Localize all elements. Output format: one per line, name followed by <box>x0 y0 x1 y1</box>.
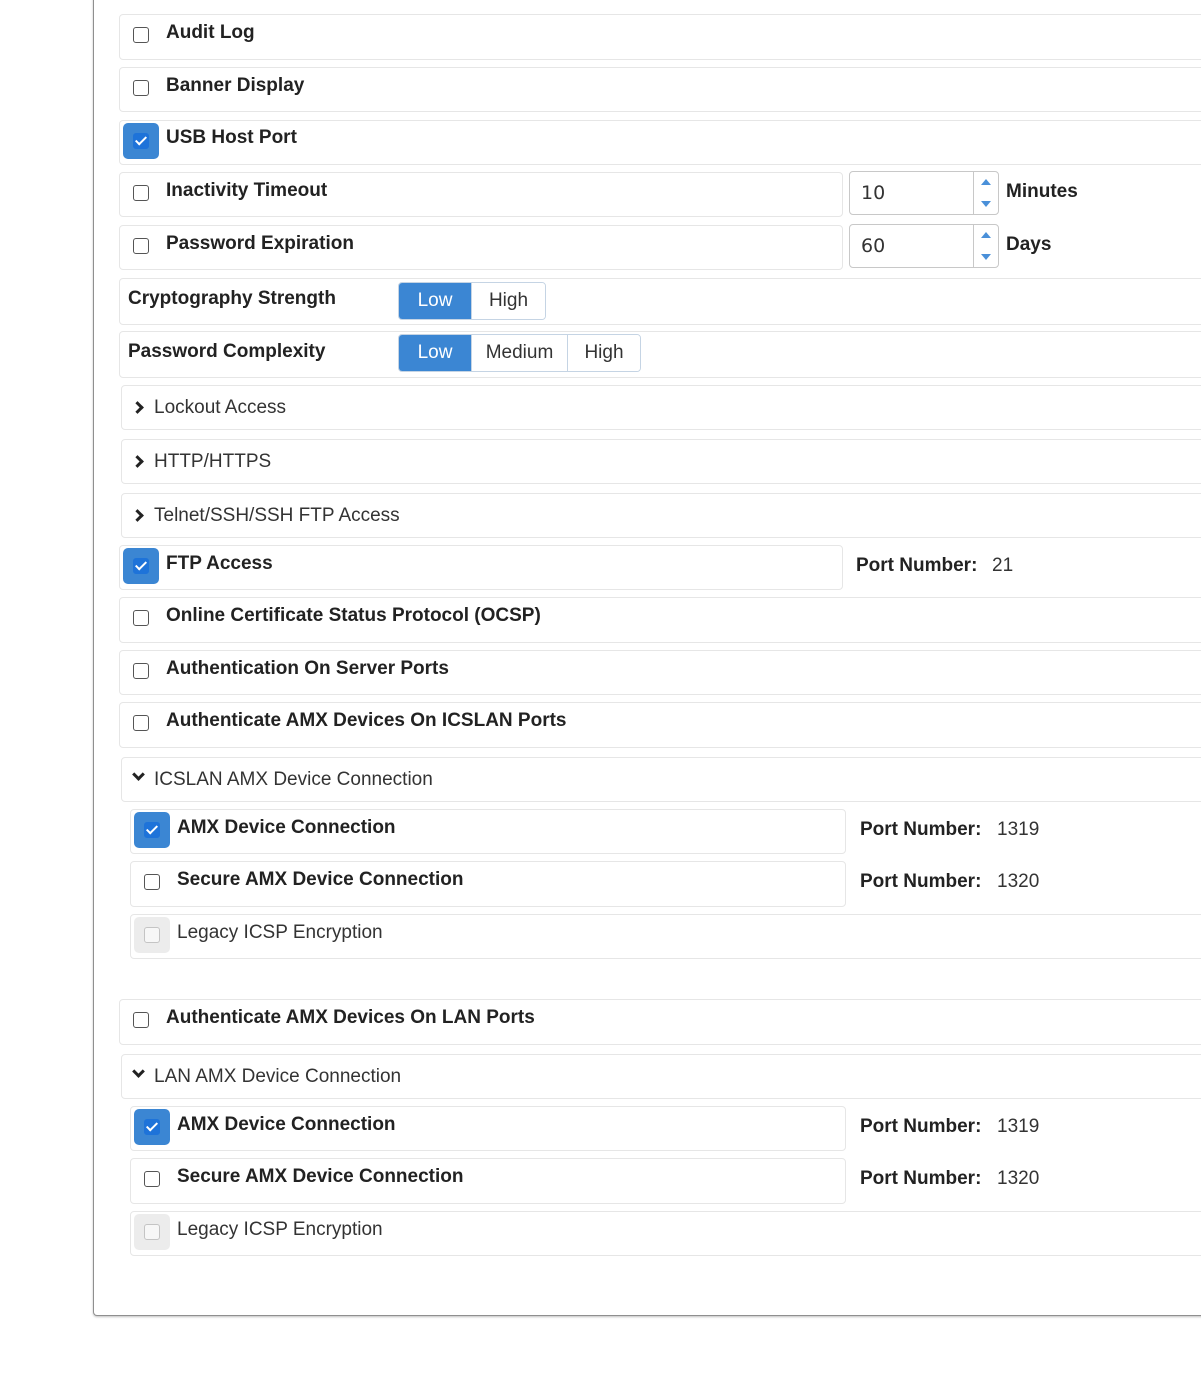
audit-log-label: Audit Log <box>166 22 255 43</box>
icslan-amx-port-label: Port Number: <box>860 819 982 840</box>
lan-amx-checkbox[interactable] <box>144 1119 160 1135</box>
chevron-right-icon <box>131 509 144 522</box>
audit-log-checkbox[interactable] <box>133 27 149 43</box>
ftp-access-checkbox[interactable] <box>133 558 149 574</box>
icslan-amx-port-value: 1319 <box>997 819 1040 840</box>
ocsp-checkbox[interactable] <box>133 610 149 626</box>
lan-legacy-label: Legacy ICSP Encryption <box>177 1219 383 1240</box>
lan-legacy-checkbox-wrap <box>134 1214 170 1250</box>
cryptography-strength-row <box>119 278 1201 325</box>
inactivity-timeout-input[interactable] <box>851 173 971 213</box>
password-expiration-row <box>119 225 843 270</box>
password-expiration-input[interactable] <box>851 226 971 266</box>
auth-icslan-row <box>119 702 1201 748</box>
icslan-connection-header: ICSLAN AMX Device Connection <box>154 769 433 790</box>
complexity-option-medium[interactable]: Medium <box>471 335 567 371</box>
lan-amx-port-value: 1319 <box>997 1116 1040 1137</box>
banner-display-label: Banner Display <box>166 75 305 96</box>
spin-down-icon[interactable] <box>981 201 991 207</box>
password-complexity-label: Password Complexity <box>128 341 326 362</box>
ftp-port-label: Port Number: <box>856 555 978 576</box>
icslan-legacy-checkbox-wrap <box>134 917 170 953</box>
chevron-right-icon <box>131 455 144 468</box>
auth-server-ports-label: Authentication On Server Ports <box>166 658 449 679</box>
lan-secure-connection-row <box>130 1158 846 1204</box>
auth-server-ports-checkbox[interactable] <box>133 663 149 679</box>
icslan-secure-label: Secure AMX Device Connection <box>177 869 464 890</box>
banner-display-checkbox[interactable] <box>133 80 149 96</box>
lan-secure-port-value: 1320 <box>997 1168 1040 1189</box>
http-https-section[interactable] <box>121 439 1201 484</box>
lan-legacy-checkbox <box>144 1224 160 1240</box>
crypto-option-high[interactable]: High <box>471 283 545 319</box>
lan-amx-port-label: Port Number: <box>860 1116 982 1137</box>
usb-host-port-label: USB Host Port <box>166 127 297 148</box>
icslan-secure-port-value: 1320 <box>997 871 1040 892</box>
password-expiration-label: Password Expiration <box>166 233 354 254</box>
password-complexity-toggle[interactable] <box>398 334 641 372</box>
inactivity-timeout-spin-buttons[interactable] <box>973 172 998 214</box>
complexity-option-high[interactable]: High <box>567 335 640 371</box>
lan-secure-label: Secure AMX Device Connection <box>177 1166 464 1187</box>
lan-connection-section[interactable] <box>121 1054 1201 1099</box>
lan-secure-checkbox[interactable] <box>144 1171 160 1187</box>
inactivity-timeout-spinner[interactable] <box>849 171 999 215</box>
lan-amx-connection-row <box>130 1106 846 1151</box>
ocsp-row <box>119 597 1201 643</box>
icslan-legacy-row <box>130 914 1201 959</box>
icslan-amx-label: AMX Device Connection <box>177 817 396 838</box>
icslan-secure-port-label: Port Number: <box>860 871 982 892</box>
inactivity-timeout-checkbox[interactable] <box>133 185 149 201</box>
crypto-option-low[interactable]: Low <box>399 283 471 319</box>
usb-host-port-checkbox-wrap[interactable] <box>123 123 159 159</box>
ftp-access-label: FTP Access <box>166 553 273 574</box>
icslan-amx-checkbox[interactable] <box>144 822 160 838</box>
icslan-secure-checkbox[interactable] <box>144 874 160 890</box>
chevron-down-icon <box>132 1065 145 1078</box>
auth-icslan-label: Authenticate AMX Devices On ICSLAN Ports <box>166 710 567 731</box>
inactivity-timeout-unit: Minutes <box>1006 181 1078 202</box>
ftp-port-value: 21 <box>992 555 1014 576</box>
cryptography-strength-label: Cryptography Strength <box>128 288 336 309</box>
complexity-option-low[interactable]: Low <box>399 335 471 371</box>
ftp-access-checkbox-wrap[interactable] <box>123 548 159 584</box>
telnet-ssh-section[interactable] <box>121 493 1201 538</box>
password-complexity-row <box>119 331 1201 378</box>
auth-icslan-checkbox[interactable] <box>133 715 149 731</box>
lockout-access-section[interactable] <box>121 385 1201 430</box>
usb-host-port-row <box>119 120 1201 165</box>
ocsp-label: Online Certificate Status Protocol (OCSP) <box>166 605 541 626</box>
icslan-legacy-label: Legacy ICSP Encryption <box>177 922 383 943</box>
banner-display-row <box>119 67 1201 112</box>
chevron-right-icon <box>131 401 144 414</box>
icslan-amx-checkbox-wrap[interactable] <box>134 812 170 848</box>
chevron-down-icon <box>132 768 145 781</box>
inactivity-timeout-label: Inactivity Timeout <box>166 180 328 201</box>
auth-lan-label: Authenticate AMX Devices On LAN Ports <box>166 1007 535 1028</box>
usb-host-port-checkbox[interactable] <box>133 133 149 149</box>
spin-up-icon[interactable] <box>981 179 991 185</box>
password-expiration-checkbox[interactable] <box>133 238 149 254</box>
inactivity-timeout-row <box>119 172 843 217</box>
icslan-amx-connection-row <box>130 809 846 854</box>
password-expiration-unit: Days <box>1006 234 1052 255</box>
telnet-ssh-label: Telnet/SSH/SSH FTP Access <box>154 505 400 526</box>
spin-up-icon[interactable] <box>981 232 991 238</box>
password-expiration-spinner[interactable] <box>849 224 999 268</box>
lan-connection-header: LAN AMX Device Connection <box>154 1066 402 1087</box>
cryptography-strength-toggle[interactable] <box>398 282 546 320</box>
icslan-legacy-checkbox <box>144 927 160 943</box>
lockout-access-label: Lockout Access <box>154 397 287 418</box>
lan-amx-checkbox-wrap[interactable] <box>134 1109 170 1145</box>
password-expiration-spin-buttons[interactable] <box>973 225 998 267</box>
lan-secure-port-label: Port Number: <box>860 1168 982 1189</box>
auth-lan-row <box>119 999 1201 1045</box>
auth-server-ports-row <box>119 650 1201 695</box>
auth-lan-checkbox[interactable] <box>133 1012 149 1028</box>
lan-legacy-row <box>130 1211 1201 1256</box>
spin-down-icon[interactable] <box>981 254 991 260</box>
lan-amx-label: AMX Device Connection <box>177 1114 396 1135</box>
icslan-secure-connection-row <box>130 861 846 907</box>
http-https-label: HTTP/HTTPS <box>154 451 272 472</box>
icslan-connection-section[interactable] <box>121 757 1201 802</box>
ftp-access-row <box>119 545 843 590</box>
audit-log-row <box>119 14 1201 60</box>
